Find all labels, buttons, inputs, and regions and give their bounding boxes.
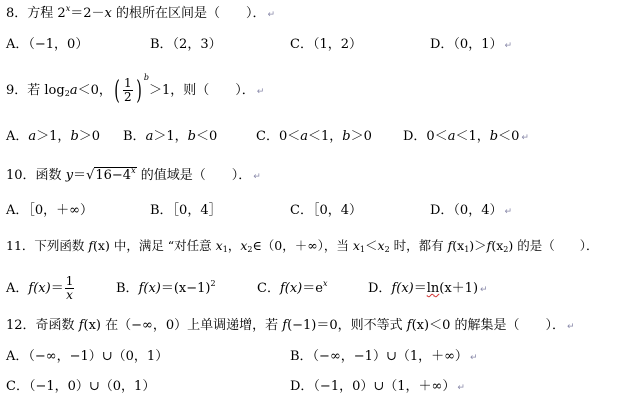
q9-c-c1: ＜1， [307,129,343,144]
q11-option-d [368,281,488,298]
q9-option-d [403,129,529,146]
q9-condition-1: ＜0， [77,83,112,98]
return-mark-icon: ↵ [480,285,488,295]
q9-d-c1: ＜1， [455,129,490,144]
q9-a-c1: ＞1， [36,129,71,144]
q11-d-eq: ＝ [413,281,427,296]
q11-a-eq: ＝ [50,281,64,296]
q9-d-c2: ＜0 [498,129,520,144]
q12-t3: (−1)＝0，则不等式 [287,318,407,333]
q9-a-var: a [28,129,37,144]
q9-d-var2: b [489,129,499,144]
q10-var-y: y [65,168,74,183]
q12-option-c: C．（−1，0）∪（0，1） [6,379,156,394]
q10-radicand-exp: x [131,166,136,175]
q11-s4: 2 [384,245,390,254]
q9-option-c [256,129,372,145]
q12-x3: (x) [411,318,430,333]
q9-a-var2: b [70,129,79,144]
return-mark-icon: ↵ [457,383,465,393]
q9-c-var2: b [342,129,351,144]
q12-option-a: A．（−∞，−1）∪（0，1） [6,349,169,364]
question-10 [6,168,261,184]
q12-t2: 在（−∞，0）上单调递增，若 [100,318,283,333]
q9-b-c1: ＞1， [153,129,188,144]
q11-t7: )＞ [469,238,487,253]
q11-t2: 中，满足 “对任意 [109,238,216,253]
q11-x2: x [240,238,248,253]
q12-option-d-text: D．（−1，0）∪（1，＋∞） [290,379,456,394]
return-mark-icon: ↵ [256,87,265,97]
q11-d-ln: ln [426,281,440,296]
q11-a-label: A． [6,281,29,296]
q11-a-fraction [65,275,75,302]
q11-c-f: f(x) [279,281,303,296]
q9-c-c2: ＞0 [350,129,372,144]
q11-s3: 1 [359,245,365,254]
q12-t4: ＜0 的解集是（ ）． [429,318,565,333]
q11-t5: f [447,238,453,253]
q12-f3: f [406,318,412,333]
q11-a-num: 1 [65,274,74,288]
q12-t1: 12．奇函数 [6,318,79,333]
q8-eq-x: x [104,6,112,21]
q11-option-b [116,281,216,297]
q11-x4: x [377,238,385,253]
q9-b-var2: b [187,129,196,144]
q11-t6: (x [452,238,465,253]
q12-f2: f [282,318,288,333]
q9-d-var: a [447,129,456,144]
q11-x1: x [215,238,223,253]
q11-x: (x) [93,238,110,253]
q11-c-label: C． [257,281,280,296]
q9-var-a: a [69,83,78,98]
q11-t8: f [486,238,492,253]
q9-suffix: ＞1，则（ ）． [148,83,255,98]
q11-t9: (x [491,238,504,253]
q11-t10: ) 的是（ ）． [508,238,599,253]
question-8 [6,6,275,22]
q11-b-sup: 2 [210,279,216,288]
q9-log-base: 2 [64,89,70,98]
q8-option-d [430,37,512,54]
q8-option-c: C．（1，2） [290,37,362,52]
q12-option-b-text: B．（−∞，−1）∪（1，＋∞） [290,349,468,364]
q9-c-var: a [300,129,308,144]
q11-s5: 1 [464,245,470,254]
q9-b-label: B． [123,129,146,144]
q10-option-b: B．［0，4］ [150,203,222,218]
q12-f: f [78,318,84,333]
question-12 [6,318,575,334]
q11-f: f [88,238,94,253]
q9-frac-num: 1 [124,76,132,90]
q9-exponent-b: b [143,73,149,82]
q11-a-f: f(x) [28,281,51,296]
q8-suffix: 的根所在区间是（ ）． [111,6,266,21]
q9-prefix: 9．若 log [6,83,65,98]
q9-d-label: D．0＜ [403,129,448,144]
return-mark-icon: ↵ [253,172,261,182]
q9-option-a [6,129,100,145]
q9-c-label: C．0＜ [256,129,301,144]
q11-a-den: x [66,288,73,302]
q9-b-var: a [145,129,154,144]
q8-prefix: 8．方程 [6,6,58,21]
q9-right-paren: ) [135,75,142,106]
q10-option-d [430,203,512,220]
q11-s6: 2 [503,245,509,254]
q11-d-label: D． [368,281,392,296]
q10-option-d-text: D．（0，4） [430,203,503,218]
q9-left-paren: ( [114,75,120,106]
sqrt-sign-icon: √ [86,168,95,183]
q11-comma: ， [227,238,241,253]
q9-option-b [123,129,217,145]
q11-lt: ＜ [364,238,378,253]
q8-option-d-text: D．（0，1） [430,37,503,52]
question-11 [6,238,598,254]
q10-option-c: C．［0，4） [290,203,362,218]
q11-option-c [257,281,327,297]
q10-eq: ＝ [73,168,87,183]
q8-option-a: A．（−1，0） [6,37,89,52]
q10-suffix: 的值域是（ ）． [136,168,252,183]
q11-b-label: B． [116,281,139,296]
q10-prefix: 10．函数 [6,168,66,183]
return-mark-icon: ↵ [504,207,513,217]
q11-b-f: f(x) [138,281,161,296]
q8-option-b: B．（2，3） [150,37,222,52]
q11-d-t: (x＋1) [439,281,479,296]
return-mark-icon: ↵ [267,10,276,20]
q11-s1: 1 [222,245,228,254]
q11-s2: 2 [247,245,253,254]
q12-option-d [290,379,465,396]
question-9 [6,73,265,106]
q10-sqrt [86,168,137,184]
q11-x3: x [352,238,360,253]
q11-c-sup: x [322,279,328,288]
q10-radicand [94,167,136,183]
q11-b-t: ＝(x−1) [160,281,211,296]
q9-a-label: A． [6,129,29,144]
q9-frac-den: 2 [124,90,132,104]
q11-t1: 11．下列函数 [6,238,89,253]
q12-x: (x) [83,318,101,333]
q11-t3: ∈（0，＋∞），当 [252,238,353,253]
return-mark-icon: ↵ [521,133,529,143]
q11-d-f: f(x) [391,281,414,296]
q11-t4: 时，都有 [389,238,448,253]
q9-fraction [123,77,133,104]
q9-b-c2: ＜0 [195,129,218,144]
return-mark-icon: ↵ [566,322,575,332]
return-mark-icon: ↵ [469,353,478,363]
q12-option-b [290,349,477,366]
q11-c-t: ＝e [302,281,323,296]
q10-radicand-text: 16−4 [95,168,132,183]
q10-option-a: A．［0，＋∞） [6,203,93,218]
return-mark-icon: ↵ [504,41,513,51]
q8-eq-base: 2 [57,6,66,21]
q8-eq-exponent: x [65,4,71,13]
q9-a-c2: ＞0 [78,129,101,144]
q8-eq-rhs: ＝2－ [70,6,105,21]
q11-option-a [6,274,75,304]
